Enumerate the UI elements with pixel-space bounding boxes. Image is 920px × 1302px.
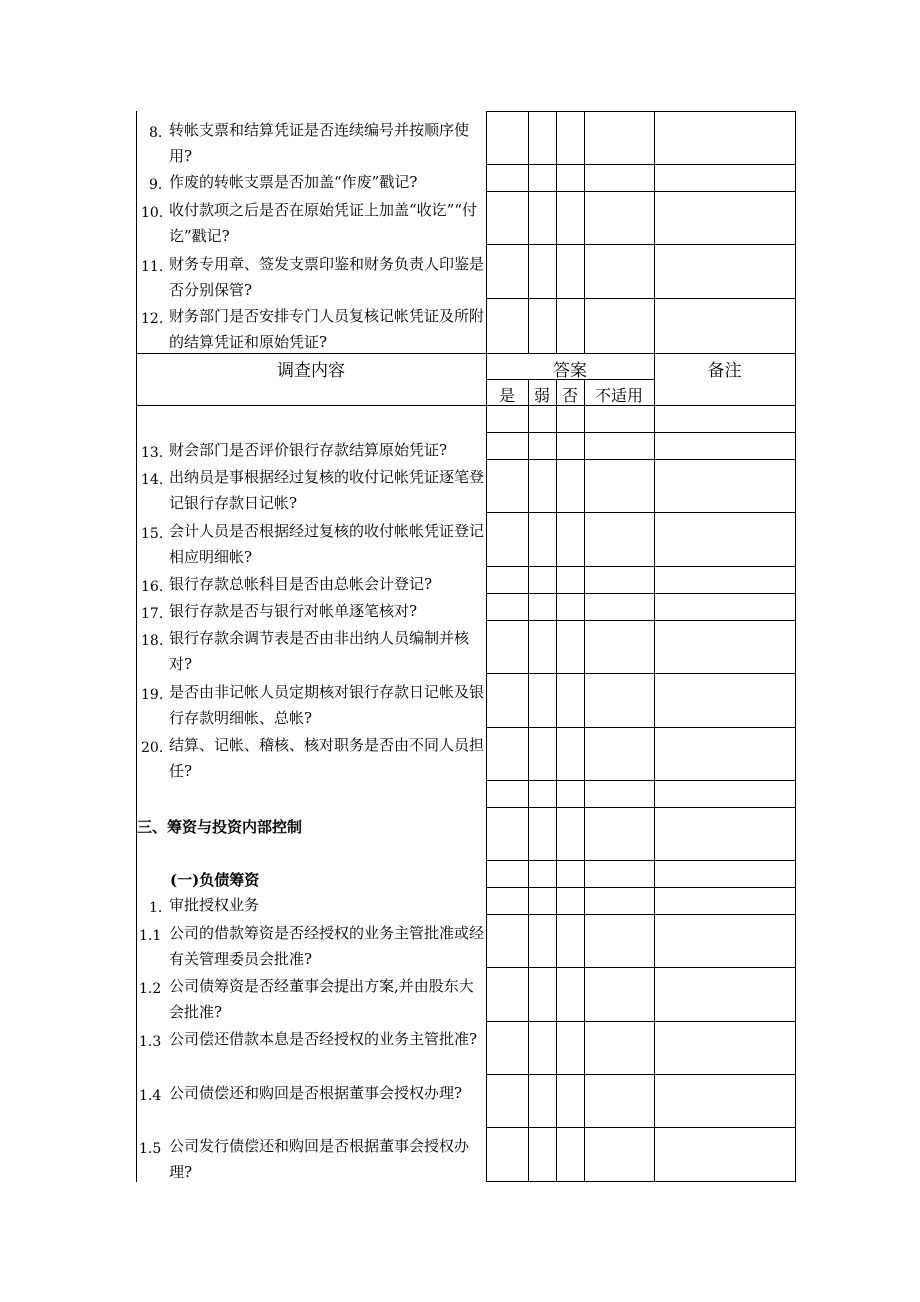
- question-number: 1.1: [139, 928, 162, 944]
- question-item: [137, 892, 487, 918]
- question-number: 15.: [141, 526, 164, 542]
- question-number: 19.: [141, 687, 164, 703]
- grid-line-h: [486, 914, 796, 915]
- header-remarks: 备注: [707, 361, 742, 381]
- grid-line-h: [486, 620, 796, 621]
- question-item: [137, 732, 487, 784]
- question-item: [137, 251, 487, 303]
- question-item: [137, 1080, 487, 1106]
- question-number: 12.: [141, 311, 164, 327]
- grid-line-h: [486, 967, 796, 968]
- question-item: [137, 1026, 487, 1052]
- question-number: 18.: [141, 633, 164, 649]
- question-item: [137, 625, 487, 677]
- question-text: 财务专用章、签发支票印鉴和财务负责人印鉴是否分别保管?: [169, 255, 485, 299]
- grid-line-h: [486, 1127, 796, 1128]
- question-number: 20.: [141, 740, 164, 756]
- grid-line-h: [486, 1021, 796, 1022]
- grid-line-h: [486, 298, 796, 299]
- grid-line-h: [486, 887, 796, 888]
- grid-line-h: [486, 244, 796, 245]
- grid-line-h: [486, 673, 796, 674]
- question-number: 1.4: [139, 1088, 162, 1104]
- subsection-title: (一)负债筹资: [170, 871, 260, 889]
- question-text: 银行存款是否与银行对帐单逐笔核对?: [169, 602, 418, 620]
- question-item: [137, 598, 487, 624]
- question-text: 作废的转帐支票是否加盖“作废”戳记?: [169, 173, 418, 191]
- header-bottom-line: [136, 405, 796, 406]
- header-option-weak: 弱: [533, 386, 550, 405]
- question-number: 16.: [141, 579, 164, 595]
- question-item: [137, 571, 487, 597]
- question-item: [137, 518, 487, 570]
- question-item: [137, 679, 487, 731]
- question-text: 财会部门是否评价银行存款结算原始凭证?: [169, 441, 448, 459]
- question-text: 公司债偿还和购回是否根据董事会授权办理?: [169, 1084, 463, 1102]
- grid-line-h: [486, 593, 796, 594]
- question-number: 1.5: [139, 1141, 162, 1157]
- question-text: 结算、记帐、稽核、核对职务是否由不同人员担任?: [169, 736, 485, 780]
- question-text: 公司偿还借款本息是否经授权的业务主管批准?: [169, 1030, 478, 1048]
- grid-line-h: [486, 807, 796, 808]
- question-text: 公司的借款筹资是否经授权的业务主管批准或经有关管理委员会批准?: [169, 924, 485, 968]
- grid-line-h: [486, 191, 796, 192]
- question-item: [137, 169, 487, 195]
- question-number: 9.: [149, 177, 163, 193]
- question-text: 出纳员是事根据经过复核的收付记帐凭证逐笔登记银行存款日记帐?: [169, 468, 485, 512]
- question-item: [137, 303, 487, 355]
- grid-line-h: [486, 860, 796, 861]
- question-text: 转帐支票和结算凭证是否连续编号并按顺序使用?: [169, 121, 470, 165]
- grid-line-h: [486, 512, 796, 513]
- question-number: 17.: [141, 606, 164, 622]
- question-text: 审批授权业务: [169, 896, 260, 914]
- grid-line-h: [486, 459, 796, 460]
- grid-line-h: [486, 111, 796, 112]
- section-title: 三、筹资与投资内部控制: [137, 818, 303, 836]
- grid-bottom-line: [486, 1181, 796, 1182]
- question-item: [137, 464, 487, 516]
- grid-line-v3: [556, 111, 557, 353]
- grid-line-v2: [528, 111, 529, 353]
- grid-line-h: [486, 780, 796, 781]
- question-text: 收付款项之后是否在原始凭证上加盖“收讫”“付讫”戳记?: [169, 201, 478, 245]
- grid-line-h: [486, 1074, 796, 1075]
- question-text: 银行存款余调节表是否由非出纳人员编制并核对?: [169, 629, 470, 673]
- grid-line-h: [486, 727, 796, 728]
- header-option-yes: 是: [498, 386, 515, 405]
- question-number: 1.: [149, 900, 163, 916]
- question-number: 14.: [141, 472, 164, 488]
- question-number: 1.3: [139, 1034, 162, 1050]
- question-item: [137, 1133, 487, 1185]
- question-item: [137, 973, 487, 1025]
- question-text: 是否由非记帐人员定期核对银行存款日记帐及银行存款明细帐、总帐?: [169, 683, 485, 727]
- question-number: 10.: [141, 205, 164, 221]
- grid-line-h: [486, 164, 796, 165]
- question-item: [137, 437, 487, 463]
- question-number: 13.: [141, 445, 164, 461]
- question-text: 公司发行债偿还和购回是否根据董事会授权办理?: [169, 1137, 470, 1181]
- grid-line-h: [486, 432, 796, 433]
- question-number: 8.: [149, 125, 163, 141]
- question-text: 公司债筹资是否经董事会提出方案,并由股东大会批准?: [169, 977, 474, 1021]
- question-number: 11.: [141, 259, 164, 275]
- header-answer: 答案: [553, 361, 587, 381]
- header-survey-content: 调查内容: [277, 361, 345, 381]
- grid-line-v4: [584, 111, 585, 353]
- question-text: 会计人员是否根据经过复核的收付帐帐凭证登记相应明细帐?: [169, 522, 485, 566]
- question-item: [137, 117, 487, 169]
- question-item: [137, 920, 487, 972]
- header-option-no: 否: [561, 386, 578, 405]
- question-text: 银行存款总帐科目是否由总帐会计登记?: [169, 575, 433, 593]
- header-option-na: 不适用: [594, 386, 643, 405]
- grid-line-h: [486, 566, 796, 567]
- question-text: 财务部门是否安排专门人员复核记帐凭证及所附的结算凭证和原始凭证?: [169, 307, 485, 351]
- question-item: [137, 197, 487, 249]
- question-number: 1.2: [139, 981, 162, 997]
